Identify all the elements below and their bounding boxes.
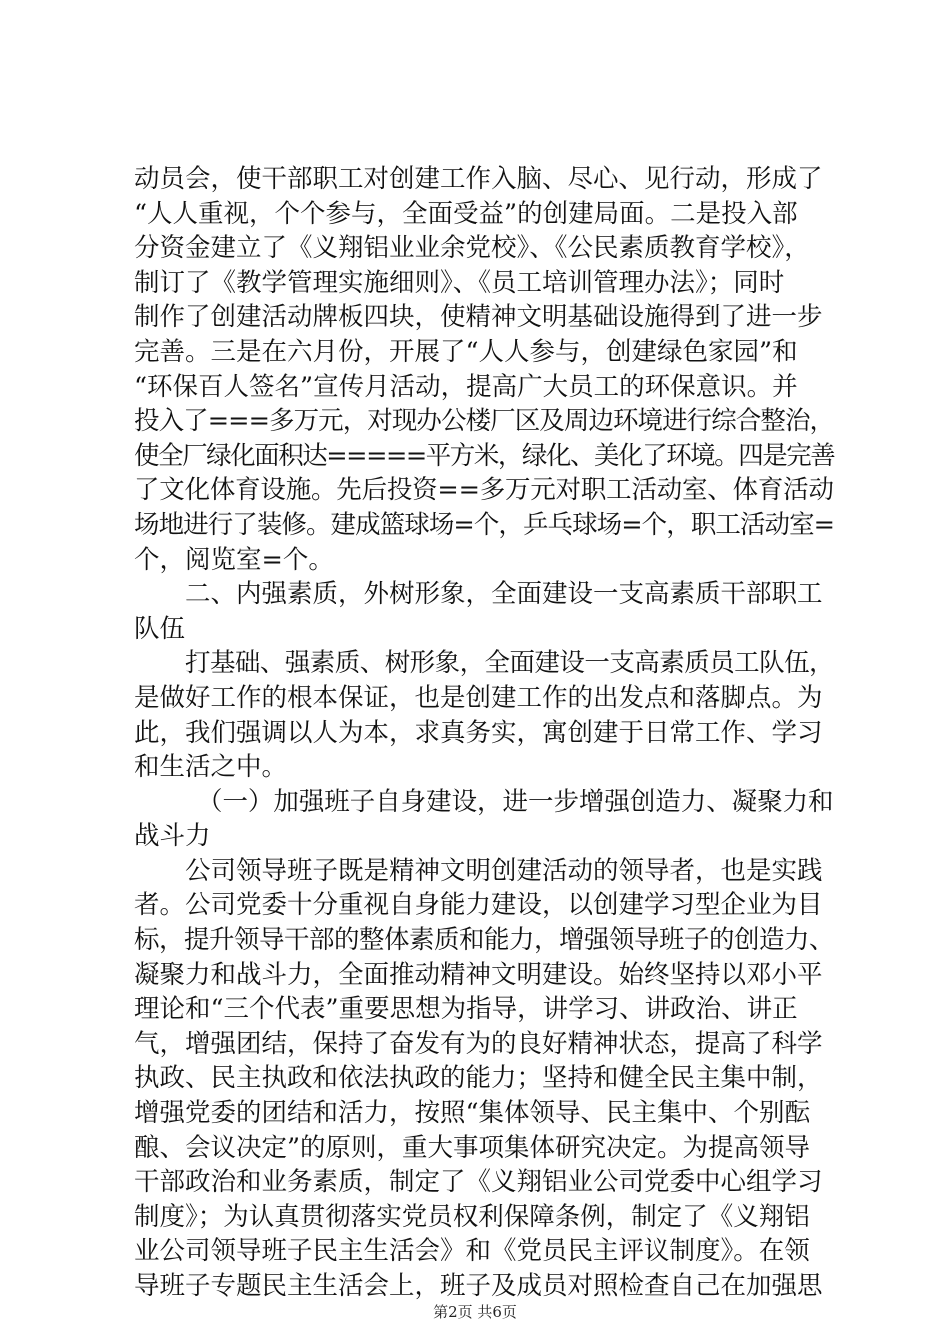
text-line: 使全厂绿化面积达=====平方米，绿化、美化了环境。四是完善 [134, 440, 835, 471]
text-line: 业公司领导班子民主生活会》和《党员民主评议制度》。在领 [134, 1236, 810, 1267]
text-line: 个，阅览室=个。 [134, 544, 334, 575]
text-line: 者。公司党委十分重视自身能力建设，以创建学习型企业为目 [134, 890, 823, 921]
page-footer: 第2页 共6页 [433, 1303, 517, 1321]
text-line: 理论和“三个代表”重要思想为指导，讲学习、讲政治、讲正 [134, 994, 798, 1025]
text-line: 标，提升领导干部的整体素质和能力，增强领导班子的创造力、 [134, 925, 835, 956]
text-line: 此，我们强调以人为本，求真务实，寓创建于日常工作、学习 [134, 717, 823, 748]
text-line: 分资金建立了《义翔铝业业余党校》、《公民素质教育学校》， [134, 233, 810, 264]
text-line: 公司领导班子既是精神文明创建活动的领导者，也是实践 [185, 855, 823, 886]
text-line: “人人重视，个个参与，全面受益”的创建局面。二是投入部 [134, 198, 798, 229]
text-line: “环保百人签名”宣传月活动，提高广大员工的环保意识。并 [134, 371, 798, 402]
text-line: 队伍 [134, 613, 186, 644]
text-line: 动员会，使干部职工对创建工作入脑、尽心、见行动，形成了 [134, 164, 823, 194]
body-text [134, 162, 834, 1304]
text-line: 制作了创建活动牌板四块，使精神文明基础设施得到了进一步 [134, 302, 823, 333]
text-line: 和生活之中。 [134, 752, 288, 783]
text-line: 了文化体育设施。先后投资==多万元对职工活动室、体育活动 [134, 475, 834, 506]
text-line: 制订了《教学管理实施细则》、《员工培训管理办法》；同时 [134, 267, 785, 298]
text-line: 打基础、强素质、树形象，全面建设一支高素质员工队伍， [185, 648, 835, 679]
text-line: 是做好工作的根本保证，也是创建工作的出发点和落脚点。为 [134, 682, 823, 713]
text-line: 凝聚力和战斗力，全面推动精神文明建设。始终坚持以邓小平 [134, 959, 823, 990]
text-line: 酿、会议决定”的原则，重大事项集体研究决定。为提高领导 [134, 1132, 811, 1163]
text-line: 完善。三是在六月份，开展了“人人参与，创建绿色家园”和 [134, 336, 798, 367]
text-line: 二、内强素质，外树形象，全面建设一支高素质干部职工 [185, 579, 823, 610]
text-line: 导班子专题民主生活会上，班子及成员对照检查自己在加强思 [134, 1271, 823, 1301]
text-line: 气，增强团结，保持了奋发有为的良好精神状态，提高了科学 [134, 1028, 823, 1059]
text-line: 战斗力 [134, 821, 211, 852]
text-line: 制度》；为认真贯彻落实党员权利保障条例，制定了《义翔铝 [134, 1201, 810, 1232]
text-line: 执政、民主执政和依法执政的能力；坚持和健全民主集中制， [134, 1063, 823, 1094]
text-line: 增强党委的团结和活力，按照“集体领导、民主集中、个别酝 [134, 1098, 811, 1129]
text-line: 干部政治和业务素质，制定了《义翔铝业公司党委中心组学习 [134, 1167, 823, 1198]
text-line: 场地进行了装修。建成篮球场=个，乒乓球场=个，职工活动室= [134, 509, 835, 540]
text-line: 投入了===多万元，对现办公楼厂区及周边环境进行综合整治， [134, 406, 835, 437]
text-line: （一）加强班子自身建设，进一步增强创造力、凝聚力和 [197, 786, 834, 817]
